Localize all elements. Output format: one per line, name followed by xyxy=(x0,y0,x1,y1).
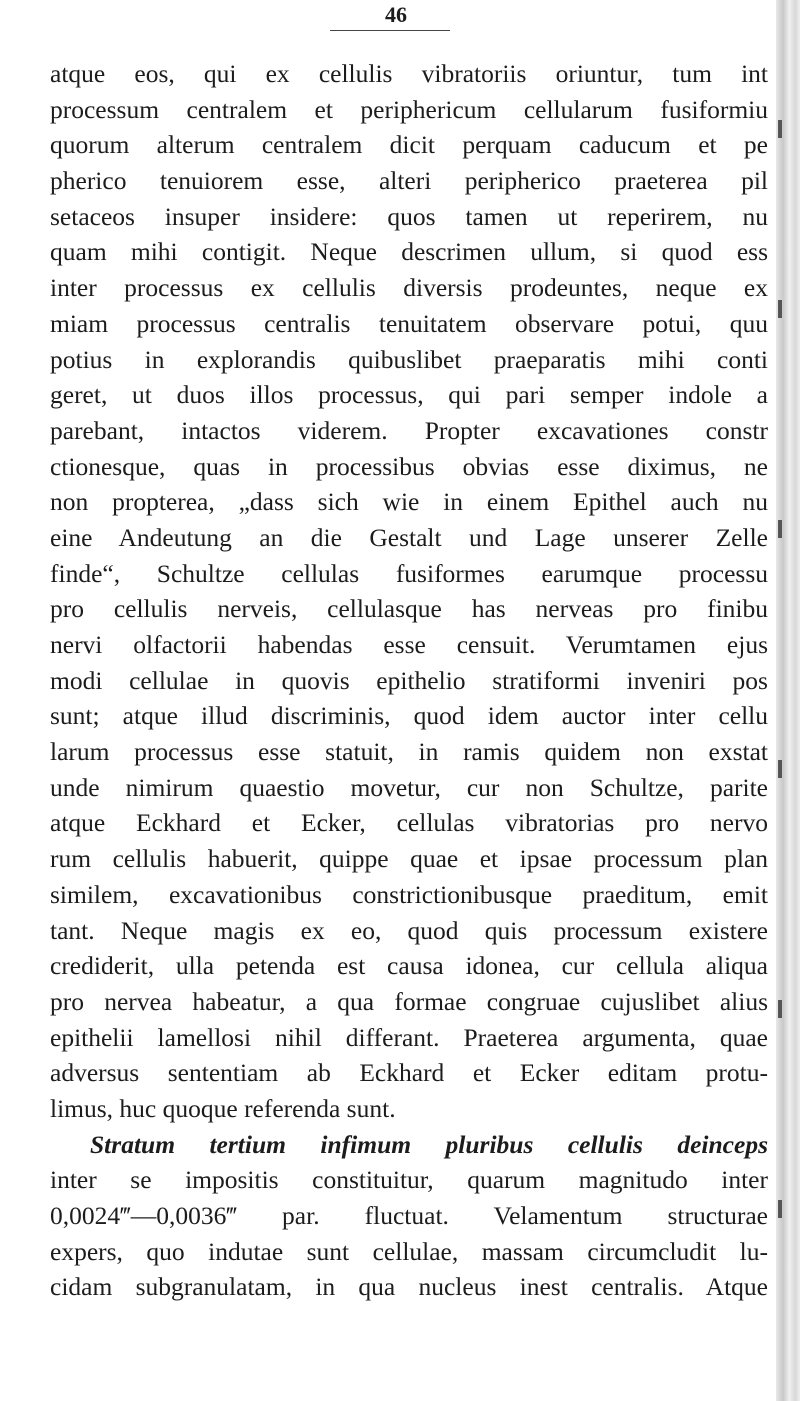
text-line: finde“, Schultze cellulas fusiformes earumque processu xyxy=(50,558,768,588)
text-line: tant. Neque magis ex eo, quod quis processum existere xyxy=(50,915,768,945)
text-line: cidam subgranulatam, in qua nucleus inest centralis. Atque xyxy=(50,1272,768,1302)
text-line: pro nervea habeatur, a qua formae congruae cujuslibet alius xyxy=(50,986,768,1016)
edge-mark xyxy=(778,520,782,538)
text-line: geret, ut duos illos processus, qui pari semper indole a xyxy=(50,380,768,410)
edge-mark xyxy=(778,1000,782,1018)
text-line: modi cellulae in quovis epithelio stratiformi inveniri pos xyxy=(50,665,768,695)
text-line: parebant, intactos viderem. Propter excavationes constr xyxy=(50,415,768,445)
text-line: limus, huc quoque referenda sunt. xyxy=(50,1093,396,1123)
text-line: unde nimirum quaestio movetur, cur non Schultze, parite xyxy=(50,772,768,802)
text-line-section-start: Stratum tertium infimum pluribus cellulis deinceps xyxy=(90,1129,768,1159)
text-line: atque Eckhard et Ecker, cellulas vibratorias pro nervo xyxy=(50,808,768,838)
text-line: pro cellulis nerveis, cellulasque has nerveas pro finibu xyxy=(50,594,768,624)
edge-mark xyxy=(778,300,782,318)
text-line: ctionesque, quas in processibus obvias esse diximus, ne xyxy=(50,451,768,481)
edge-mark xyxy=(778,120,782,138)
text-line: potius in explorandis quibuslibet praeparatis mihi conti xyxy=(50,344,768,374)
text-line: quorum alterum centralem dicit perquam caducum et pe xyxy=(50,130,768,160)
text-line: atque eos, qui ex cellulis vibratoriis oriuntur, tum int xyxy=(50,59,768,88)
text-line: inter processus ex cellulis diversis prodeuntes, neque ex xyxy=(50,273,768,303)
text-line: sunt; atque illud discriminis, quod idem auctor inter cellu xyxy=(50,701,768,731)
edge-mark xyxy=(778,1200,782,1218)
text-line: quam mihi contigit. Neque descrimen ullum, si quod ess xyxy=(50,237,768,267)
text-line: nervi olfactorii habendas esse censuit. Verumtamen ejus xyxy=(50,630,768,659)
text-line: pherico tenuiorem esse, alteri peripherico praeterea pil xyxy=(50,166,768,196)
text-line: larum processus esse statuit, in ramis quidem non exstat xyxy=(50,737,768,767)
header-rule xyxy=(330,30,450,31)
text-line: rum cellulis habuerit, quippe quae et ipsae processum plan xyxy=(50,844,768,874)
edge-mark xyxy=(778,760,782,778)
body-text xyxy=(50,56,768,1305)
text-line: inter se impositis constituitur, quarum magnitudo inter xyxy=(50,1165,768,1195)
text-line: eine Andeutung an die Gestalt und Lage unserer Zelle xyxy=(50,522,768,552)
text-line: expers, quo indutae sunt cellulae, massam circumcludit lu- xyxy=(50,1236,768,1266)
page-edge-shadow xyxy=(776,0,800,1401)
text-line: crediderit, ulla petenda est causa idonea, cur cellula aliqua xyxy=(50,951,768,981)
text-line: 0,0024‴—0,0036‴ par. fluctuat. Velamentum structurae xyxy=(50,1201,768,1230)
text-line: processum centralem et periphericum cellularum fusiformiu xyxy=(50,94,768,124)
text-line: adversus sententiam ab Eckhard et Ecker editam protu- xyxy=(50,1058,768,1088)
text-line: miam processus centralis tenuitatem observare potui, quu xyxy=(50,308,768,338)
page-number: 46 xyxy=(385,2,407,27)
text-line: epithelii lamellosi nihil differant. Praeterea argumenta, quae xyxy=(50,1022,768,1052)
text-line: non propterea, „dass sich wie in einem Epithel auch nu xyxy=(50,487,768,517)
text-line: setaceos insuper insidere: quos tamen ut reperirem, nu xyxy=(50,201,768,231)
text-line: similem, excavationibus constrictionibusque praeditum, emit xyxy=(50,879,768,909)
